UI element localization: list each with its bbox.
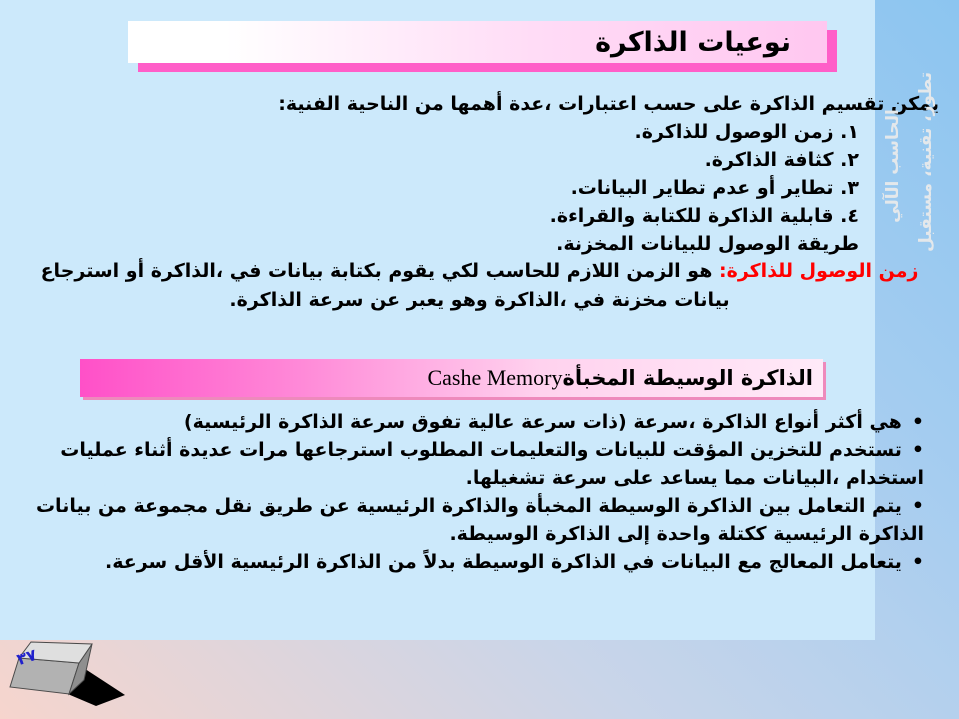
keycap-icon: [6, 633, 138, 715]
intro-lead-paragraph: يمكن تقسيم الذاكرة على حسب اعتبارات ،عدة أهمها من الناحية الفنية:: [278, 93, 939, 115]
numbered-item: طريقة الوصول للبيانات المخزنة.: [556, 233, 859, 255]
numbered-item: ٢. كثافة الذاكرة.: [704, 149, 859, 171]
bullet-item: [20, 548, 924, 576]
bullet-item: [20, 492, 924, 548]
numbered-item: ٣. تطاير أو عدم تطاير البيانات.: [570, 177, 859, 199]
bullet-item: [20, 408, 924, 436]
access-time-paragraph: [20, 257, 939, 315]
sidebar-vertical-text-course: الحاسب الآلي: [883, 109, 903, 223]
sidebar-vertical-text-slogan: تطور، تقنية، مستقبل: [916, 71, 936, 253]
cache-memory-header-bar: [80, 359, 823, 397]
bullet-dot-icon: •: [911, 411, 924, 433]
title-bar: [128, 21, 827, 63]
bullet-dot-icon: •: [911, 551, 924, 573]
bullet-text: هي أكثر أنواع الذاكرة ،سرعة (ذات سرعة عالية تفوق سرعة الذاكرة الرئيسية): [183, 411, 902, 433]
access-time-label: زمن الوصول للذاكرة:: [719, 260, 919, 282]
numbered-item: ٤. قابلية الذاكرة للكتابة والقراءة.: [549, 205, 859, 227]
cache-title-arabic: الذاكرة الوسيطة المخبأة: [562, 366, 813, 390]
bullet-text: يتعامل المعالج مع البيانات في الذاكرة الوسيطة بدلاً من الذاكرة الرئيسية الأقل سرعة.: [105, 551, 902, 573]
page-number: ٣٧: [14, 645, 39, 670]
bullet-text: يتم التعامل بين الذاكرة الوسيطة المخبأة والذاكرة الرئيسية عن طريق نقل مجموعة من بيانات الذاكرة الرئيسية ككتلة واحدة إلى الذاكرة الوسيطة.: [35, 495, 924, 545]
bullet-dot-icon: •: [911, 439, 924, 461]
bullet-dot-icon: •: [911, 495, 924, 517]
access-time-text: هو الزمن اللازم للحاسب لكي يقوم بكتابة بيانات في ،الذاكرة أو استرجاع بيانات مخزنة في ،الذاكرة وهو يعبر عن سرعة الذاكرة.: [40, 260, 730, 311]
bullet-list: [20, 408, 924, 576]
page-title: نوعيات الذاكرة: [595, 26, 791, 58]
cache-title-english: Cashe Memory: [427, 365, 563, 390]
numbered-item: ١. زمن الوصول للذاكرة.: [634, 121, 859, 143]
bullet-text: تستخدم للتخزين المؤقت للبيانات والتعليمات المطلوب استرجاعها مرات عديدة أثناء عمليات استخدام ،البيانات مما يساعد على سرعة تشغيلها.: [60, 439, 924, 489]
intro-section: [20, 90, 939, 258]
bullet-item: [20, 436, 924, 492]
numbered-list: [20, 118, 859, 258]
